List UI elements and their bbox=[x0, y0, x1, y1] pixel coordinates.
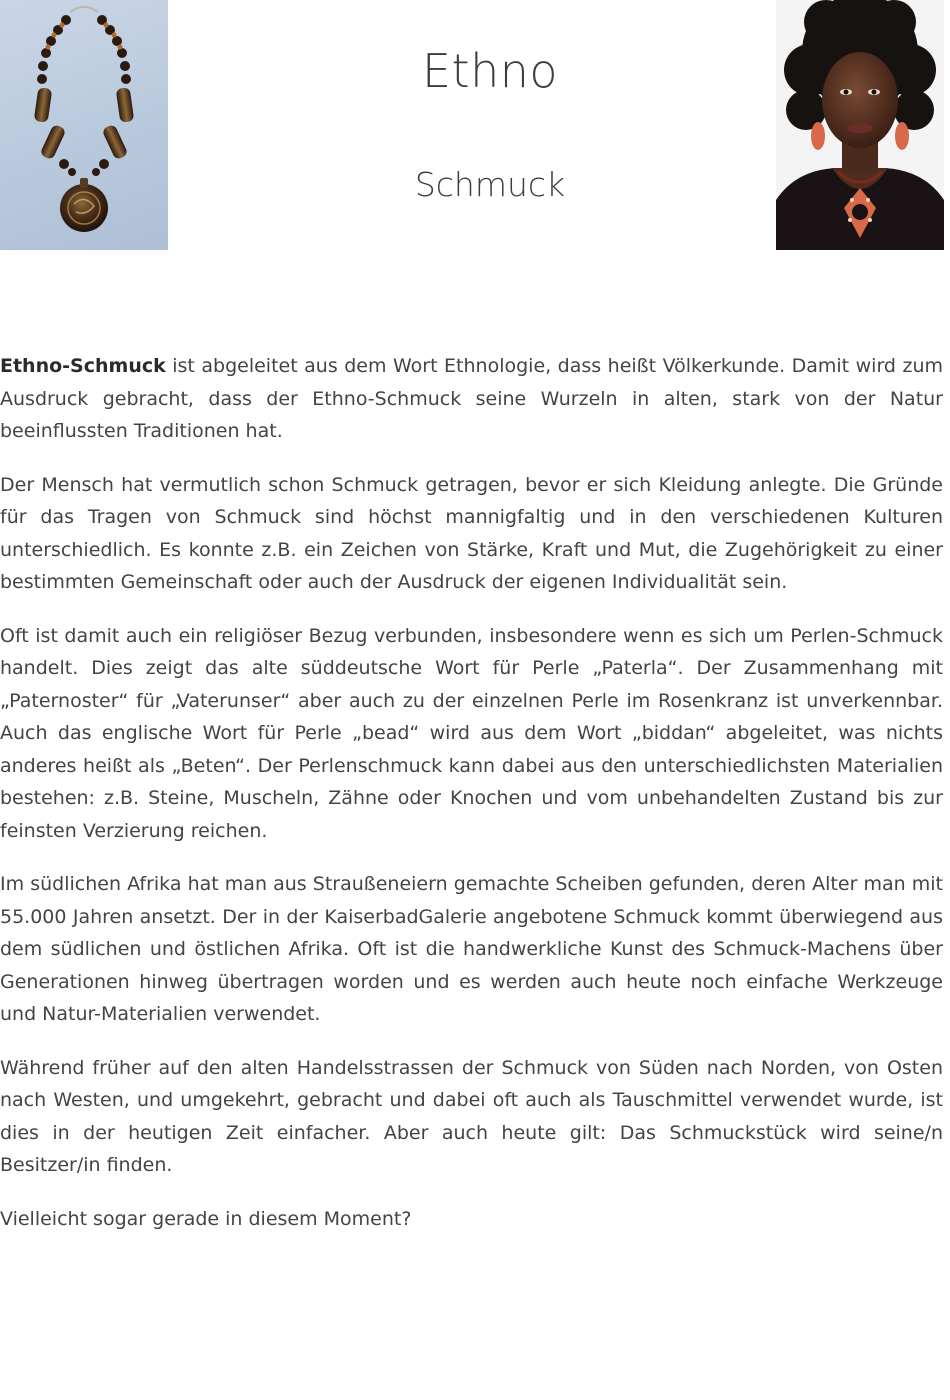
intro-term: Ethno-Schmuck bbox=[0, 355, 166, 377]
necklace-photo bbox=[0, 0, 168, 250]
paragraph-history: Der Mensch hat vermutlich schon Schmuck getragen, bevor er sich Kleidung anlegte. Die Gründe für das Tragen von Schmuck sind höchst mannigfaltig und in den verschiedenen Kulturen unterschiedlich. Es konnte z.B. ein Zeichen von Stärke, Kraft und Mut, die Zugehörigkeit zu einer bestimmten Gemeinschaft oder auch der Ausdruck der eigenen Individualität sein. bbox=[0, 473, 943, 593]
page-subtitle: Schmuck bbox=[414, 165, 566, 204]
portrait-photo bbox=[776, 0, 944, 250]
page-title: Ethno bbox=[421, 44, 559, 98]
paragraph-africa: Im südlichen Afrika hat man aus Straußeneiern gemachte Scheiben gefunden, deren Alter man mit 55.000 Jahren ansetzt. Der in der KaiserbadGalerie angebotene Schmuck kommt überwiegend aus dem südlichen und östlichen Afrika. Oft ist die handwerkliche Kunst des Schmuck-Machens über Generationen hinweg übertragen worden und es werden auch heute noch einfache Werkzeuge und Natur-Materialien verwendet. bbox=[0, 873, 943, 1025]
paragraph-closing: Vielleicht sogar gerade in diesem Moment? bbox=[0, 1207, 412, 1230]
article-body bbox=[0, 350, 943, 1256]
paragraph-trade: Während früher auf den alten Handelsstrassen der Schmuck von Süden nach Norden, von Osten nach Westen, und umgekehrt, gebracht und dabei oft auch als Tauschmittel verwendet wurde, ist dies in der heutigen Zeit einfacher. Aber auch heute gilt: Das Schmuckstück wird seine/n Besitzer/in finden. bbox=[0, 1056, 943, 1176]
paragraph-religion: Oft ist damit auch ein religiöser Bezug verbunden, insbesondere wenn es sich um Perlen-Schmuck handelt. Dies zeigt das alte süddeutsche Wort für Perle „Paterla“. Der Zusammenhang mit „Paternoster“ für „Vaterunser“ aber auch zu der einzelnen Perle im Rosenkranz ist unverkennbar. Auch das englische Wort für Perle „bead“ wird aus dem Wort „biddan“ abgeleitet, was nichts anderes heißt als „Beten“. Der Perlenschmuck kann dabei aus den unterschiedlichsten Materialien bestehen: z.B. Steine, Muscheln, Zähne oder Knochen und vom unbehandelten Zustand bis zur feinsten Verzierung reichen. bbox=[0, 624, 943, 842]
paragraph-intro bbox=[0, 350, 943, 448]
intro-text: ist abgeleitet aus dem Wort Ethnologie, dass heißt Völkerkunde. Damit wird zum Ausdruck gebracht, dass der Ethno-Schmuck seine Wurzeln in alten, stark von der Natur beeinflussten Traditionen hat. bbox=[0, 355, 943, 442]
